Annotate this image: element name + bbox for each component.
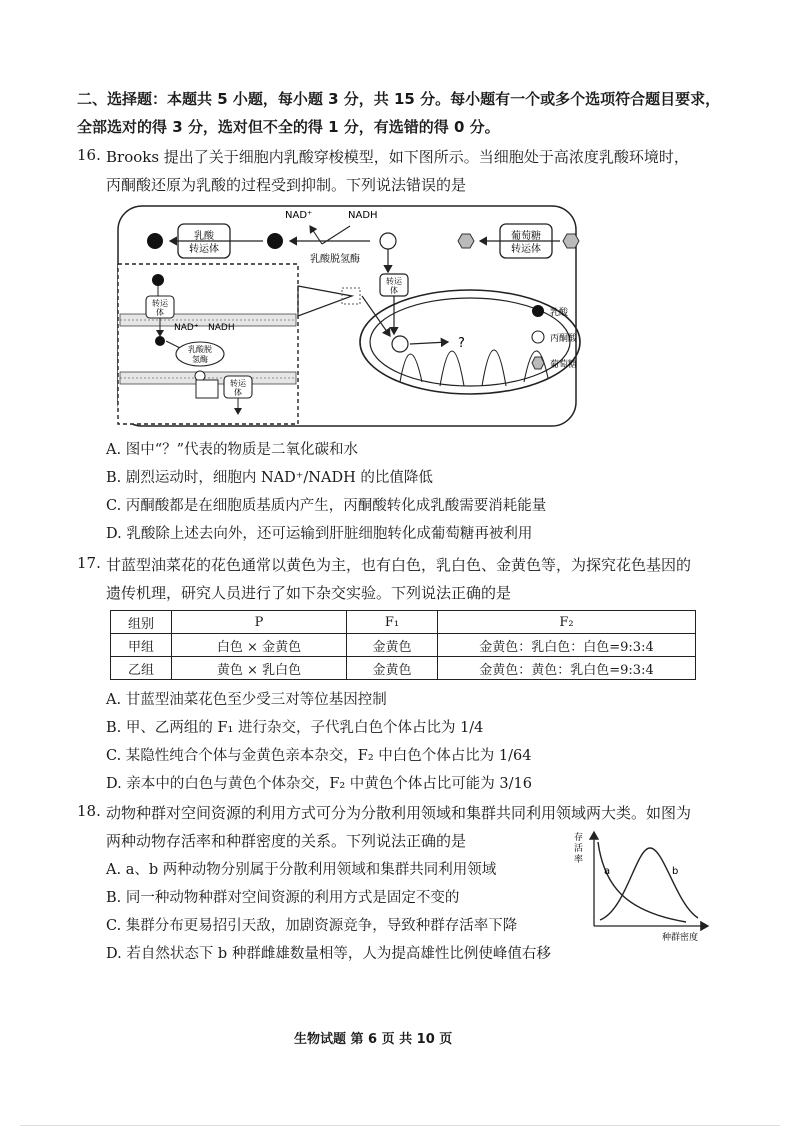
curve-b [600,848,698,920]
glucose-inside-icon [458,234,474,248]
q16-option-c: C. 丙酮酸都是在细胞质基质内产生，丙酮酸转化成乳酸需要消耗能量 [106,498,547,514]
inset-nad-label: NAD⁺ [174,323,199,333]
inset-ldh-label-1: 乳酸脱 [188,345,212,354]
mito-transporter-label-2: 体 [390,286,398,295]
q18-option-c: C. 集群分布更易招引天敌，加剧资源竞争，导致种群存活率下降 [106,918,518,934]
table-header-cell: 组别 [111,611,172,634]
table-cell: 乙组 [111,657,172,680]
inset-transporter-bottom-label-2: 体 [234,388,242,397]
legend-lactate-label: 乳酸 [550,308,569,318]
unknown-product: ? [458,336,465,351]
q18-stem-line2: 两种动物存活率和种群密度的关系。下列说法正确的是 [106,832,467,850]
table-header-row [111,611,696,634]
page-footer: 生物试题 第 6 页 共 10 页 [294,1032,453,1047]
legend-glucose-icon [532,357,544,369]
q18-option-a: A. a、b 两种动物分别属于分散利用领域和集群共同利用领域 [106,862,497,878]
q17-stem-line1: 甘蓝型油菜花的花色通常以黄色为主，也有白色，乳白色、金黄色等，为探究花色基因的 [106,556,692,574]
inset-lactate-top-icon [152,274,164,286]
q16-option-a: A. 图中“？”代表的物质是二氧化碳和水 [106,442,359,458]
table-row [111,657,696,680]
q16-number: 16. [77,146,101,164]
y-label-3: 率 [574,855,584,865]
q18-stem-line1: 动物种群对空间资源的利用方式可分为分散利用领域和集群共同利用领域两大类。如图为 [106,804,692,822]
legend-pyruvate-label: 丙酮酸 [550,334,578,344]
table-cell: 黄色 × 乳白色 [172,657,347,680]
zoom-connector [298,286,352,316]
q16-stem-line2: 丙酮酸还原为乳酸的过程受到抑制。下列说法错误的是 [106,176,467,194]
table-header-cell: F₂ [438,611,696,634]
inset-transporter-bottom-label-1: 转运 [230,379,246,388]
table-cell: 金黄色 [347,657,438,680]
table-cell: 金黄色：黄色：乳白色=9:3:4 [438,657,696,680]
q17-option-b: B. 甲、乙两组的 F₁ 进行杂交，子代乳白色个体占比为 1/4 [106,720,484,736]
lactate-transporter-label-2: 转运体 [189,244,219,255]
inset-transporter-top-label-2: 体 [156,308,164,317]
mitochondrion-cristae [400,350,548,386]
inset-lactate-mid-icon [155,336,165,346]
q17-number: 17. [77,554,101,572]
q17-stem-line2: 遗传机理，研究人员进行了如下杂交实验。下列说法正确的是 [106,584,512,602]
glucose-transporter-label-1: 葡萄糖 [511,231,541,242]
q16-lactate-shuttle-diagram [100,196,600,434]
q16-option-b: B. 剧烈运动时，细胞内 NAD⁺/NADH 的比值降低 [106,470,433,486]
q18-option-d: D. 若自然状态下 b 种群雌雄数量相等，人为提高雄性比例使峰值右移 [106,946,551,962]
section-header-line1: 二、选择题：本题共 5 小题，每小题 3 分，共 15 分。每小题有一个或多个选项符合题目要求， [77,90,721,108]
table-row [111,634,696,657]
lactate-transporter-label-1: 乳酸 [194,231,214,242]
q17-cross-table [110,610,696,680]
pyruvate-cytosol-icon [380,233,396,249]
x-label: 种群密度 [662,933,699,942]
legend-lactate-icon [532,305,544,317]
inset-nadh-label: NADH [208,323,235,333]
mito-transporter-label-1: 转运 [386,277,402,286]
inset-mito-channel [196,380,218,398]
q17-option-d: D. 亲本中的白色与黄色个体杂交，F₂ 中黄色个体占比可能为 3/16 [106,776,532,792]
ldh-label: 乳酸脱氢酶 [310,254,360,265]
lactate-inside-icon [267,233,283,249]
inset-transporter-top-label-1: 转运 [152,299,168,308]
q18-number: 18. [77,802,101,820]
bottom-rule [20,1125,780,1126]
table-cell: 金黄色：乳白色：白色=9:3:4 [438,634,696,657]
nad-label: NAD⁺ [285,210,313,221]
table-cell: 甲组 [111,634,172,657]
q17-option-a: A. 甘蓝型油菜花色至少受三对等位基因控制 [106,692,387,708]
glucose-outside-icon [563,234,579,248]
q17-option-c: C. 某隐性纯合个体与金黄色亲本杂交，F₂ 中白色个体占比为 1/64 [106,748,532,764]
inset-ldh-label-2: 氢酶 [192,355,208,364]
nadh-label: NADH [348,210,378,221]
legend-pyruvate-icon [532,331,544,343]
curve-a-label: a [604,866,611,877]
glucose-transporter-label-2: 转运体 [511,244,541,255]
table-cell: 金黄色 [347,634,438,657]
q18-survival-density-graph [566,826,716,942]
table-header-cell: F₁ [347,611,438,634]
section-header-line2: 全部选对的得 3 分，选对但不全的得 1 分，有选错的得 0 分。 [77,118,500,136]
y-label-2: 活 [574,844,584,854]
table-cell: 白色 × 金黄色 [172,634,347,657]
q18-option-b: B. 同一种动物种群对空间资源的利用方式是固定不变的 [106,890,460,906]
table-header-cell: P [172,611,347,634]
y-label-1: 存 [574,833,584,843]
legend-glucose-label: 葡萄糖 [550,360,578,370]
q16-stem-line1: Brooks 提出了关于细胞内乳酸穿梭模型，如下图所示。当细胞处于高浓度乳酸环境时， [106,148,689,166]
lactate-outside-icon [147,233,163,249]
q16-option-d: D. 乳酸除上述去向外，还可运输到肝脏细胞转化成葡萄糖再被利用 [106,526,533,542]
curve-b-label: b [672,866,679,877]
pyruvate-mito-icon [392,336,408,352]
